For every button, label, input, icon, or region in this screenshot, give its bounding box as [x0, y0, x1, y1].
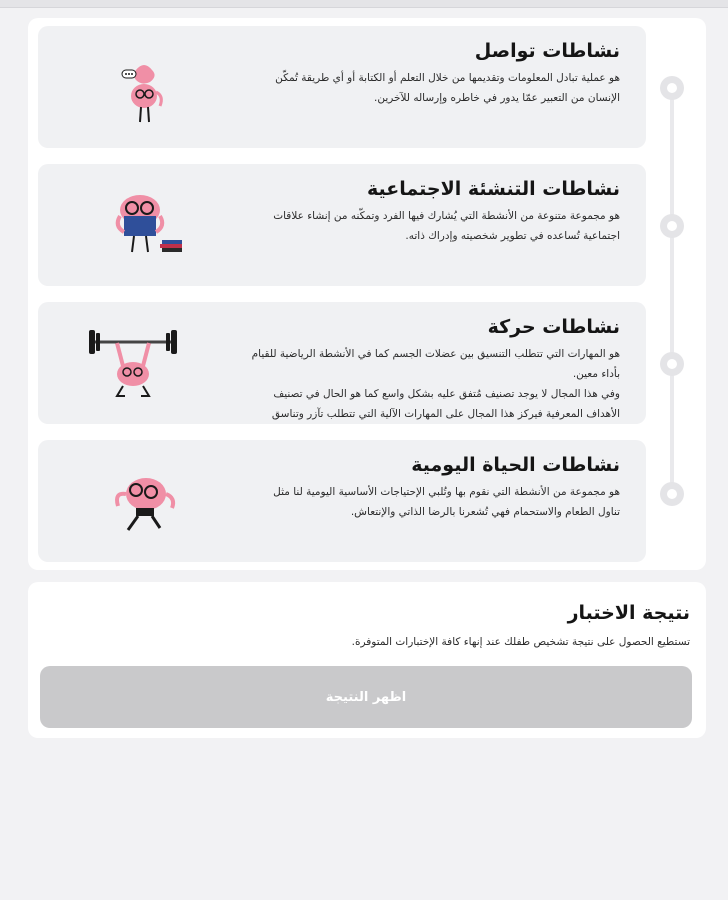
result-description: تستطيع الحصول على نتيجة تشخيص طفلك عند إنهاء كافة الإختبارات المتوفرة. — [351, 636, 690, 648]
desc-line: الإنسان من التعبير عمّا يدور في خاطره وإرساله للآخرين. — [373, 92, 620, 104]
desc-line: اجتماعية تُساعده في تطوير شخصيته وإدراك ذاته. — [405, 230, 620, 242]
test-result-panel — [28, 582, 706, 738]
desc-line: هو مجموعة من الأنشطة التي نقوم بها وتُلبي الإحتياجات الأساسية اليومية لنا مثل — [273, 486, 620, 498]
activity-card-socialization[interactable] — [38, 164, 646, 286]
activity-title: نشاطات تواصل — [474, 40, 620, 62]
timeline-dot — [660, 482, 684, 506]
brain-mascot-speaking-icon — [96, 40, 196, 136]
desc-line: بأداء معين. — [572, 368, 620, 380]
activity-title: نشاطات التنشئة الاجتماعية — [367, 178, 620, 200]
desc-line: تناول الطعام والاستحمام فهي تُشعرنا بالرضا الذاتي والإنتعاش. — [350, 506, 620, 518]
top-divider — [0, 0, 728, 8]
timeline-dot — [660, 76, 684, 100]
activity-description — [180, 482, 620, 522]
activity-description — [180, 344, 620, 424]
timeline-line — [670, 86, 674, 496]
brain-mascot-weightlifting-icon — [78, 316, 188, 412]
activities-panel — [28, 18, 706, 570]
desc-line: وفي هذا المجال لا يوجد تصنيف مُتفق عليه بشكل واسع كما هو الحال في تصنيف — [273, 388, 620, 400]
activity-title: نشاطات الحياة اليومية — [411, 454, 620, 476]
activity-description — [180, 206, 620, 246]
brain-mascot-reading-icon — [96, 178, 196, 274]
activity-card-daily-living[interactable] — [38, 440, 646, 562]
desc-line: الأهداف المعرفية فيركز هذا المجال على المهارات الآلية التي تتطلب تآزر وتناسق — [271, 408, 620, 420]
desc-line: هو المهارات التي تتطلب التنسيق بين عضلات الجسم كما في الأنشطة الرياضية للقيام — [251, 348, 620, 360]
timeline-dot — [660, 214, 684, 238]
activity-card-communication[interactable] — [38, 26, 646, 148]
activity-description — [180, 68, 620, 108]
result-title: نتيجة الاختبار — [567, 602, 690, 624]
activity-card-movement[interactable] — [38, 302, 646, 424]
brain-mascot-running-icon — [96, 454, 196, 550]
activity-title: نشاطات حركة — [487, 316, 620, 338]
show-result-button[interactable]: اظهر النتيجة — [40, 666, 692, 728]
desc-line: هو عملية تبادل المعلومات وتقديمها من خلال التعلم أو الكتابة أو أي طريقة تُمكّن — [275, 72, 620, 84]
desc-line: هو مجموعة متنوعة من الأنشطة التي يُشارك فيها الفرد وتمكّنه من إنشاء علاقات — [273, 210, 620, 222]
timeline-dot — [660, 352, 684, 376]
